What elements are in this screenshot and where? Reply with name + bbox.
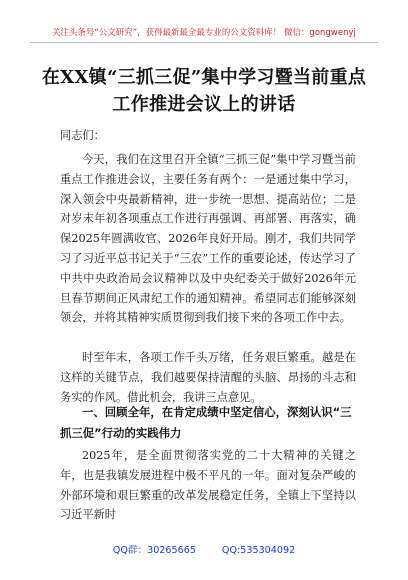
header-divider — [30, 42, 378, 43]
footer-qq: QQ:535304092 — [221, 545, 296, 556]
paragraph-section-one: 2025年，是全面贯彻落实党的二十大精神的关键之年，也是我镇发展进程中极不平凡的一年。面对复杂严峻的外部环境和艰巨繁重的改革发展稳定任务，全镇上下坚持以习近平新时 — [60, 449, 356, 522]
footer-contact — [0, 542, 408, 556]
header-banner: 关注头条号“公文研究”，获得最新最全最专业的公文资料库！ 微信：gongwenyj — [52, 27, 356, 37]
footer-qq-group: QQ群：30265665 — [112, 545, 196, 556]
section-heading: 一、回顾全年，在肯定成绩中坚定信心，深刻认识“三抓三促”行动的实践伟力 — [60, 405, 352, 440]
paragraph-outline: 时至年末，各项工作千头万绪，任务艰巨繁重。越是在这样的关键节点，我们越要保持清醒的头脑、昂扬的斗志和务实的作风。借此机会，我讲三点意见。 — [60, 351, 356, 404]
paragraph-intro: 今天，我们在这里召开全镇“三抓三促”集中学习暨当前重点工作推进会议，主要任务有两个：一是通过集中学习，深入领会中央最新精神，进一步统一思想、提高站位；二是对岁末年初各项重点工作进行再强调、再部署、再落实，确保2025年圆满收官、2026年良好开局。刚才，我们共同学习了习近平总书记关于“三农”工作的重要论述，传达学习了中共中央政治局会议精神以及中央纪委关于做好2026年元旦春节期间正风肃纪工作的通知精神。希望同志们能够深刻领会，并将其精神实质贯彻到我们接下来的各项工作中去。 — [60, 153, 356, 325]
document-title: 在XX镇“三抓三促”集中学习暨当前重点工作推进会议上的讲话 — [41, 67, 367, 115]
salutation: 同志们： — [60, 129, 105, 142]
